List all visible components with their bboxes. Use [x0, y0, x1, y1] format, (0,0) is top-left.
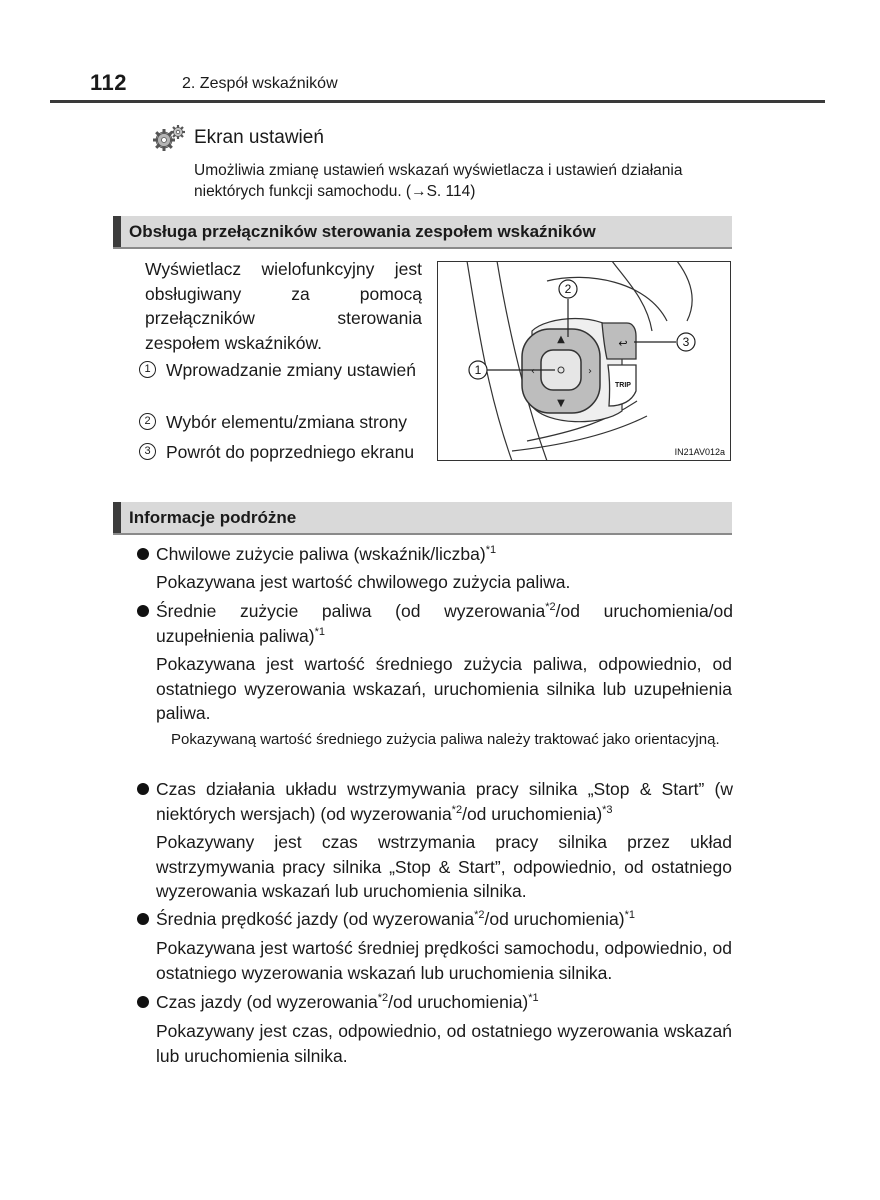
gears-icon — [153, 124, 187, 152]
trip-label: TRIP — [615, 382, 631, 389]
list-item — [137, 542, 733, 568]
item-title-cont: /od uruchomienia) — [462, 803, 603, 824]
callout-label: Wybór elementu/zmiana strony — [166, 412, 408, 432]
diagram-callout-3: 3 — [682, 335, 690, 349]
item-description: Pokazywana jest wartość średniej prędkości samochodu, odpowiednio, od ostatniego wyzerowania wskazań lub uruchomienia silnika. — [156, 938, 732, 983]
item-title: Czas jazdy (od wyzerowania — [156, 992, 378, 1012]
item-title-cont: /od uruchomienia) — [484, 909, 625, 929]
callout-number: 2 — [139, 413, 156, 430]
item-title-cont: /od uruchomienia) — [388, 992, 529, 1012]
section-intro: Wyświetlacz wielofunkcyjny jest obsługiwany za pomocą przełączników sterowania zespołem wskaźników. — [145, 259, 422, 353]
item-title-cont: /od uruchomienia/od uzupełnienia paliwa) — [156, 601, 733, 646]
footnote-ref: *2 — [474, 909, 485, 922]
item-description: Pokazywana jest wartość chwilowego zużycia paliwa. — [156, 572, 571, 592]
settings-description: Umożliwia zmianę ustawień wskazań wyświetlacza i ustawień działania niektórych funkcji samochodu. (→S. 114) — [194, 162, 683, 200]
callout-number: 1 — [139, 361, 156, 378]
diagram-code: IN21AV012a — [674, 447, 725, 457]
item-note: Pokazywaną wartość średniego zużycia paliwa należy traktować jako orientacyjną. — [171, 731, 720, 748]
item-title: Średnia prędkość jazdy (od wyzerowania — [156, 909, 475, 929]
footnote-ref: *2 — [545, 601, 556, 614]
footnote-ref: *3 — [602, 803, 613, 816]
bullet-icon — [137, 913, 149, 925]
item-title: Chwilowe zużycie paliwa (wskaźnik/liczba) — [156, 544, 486, 564]
section-heading-text: Informacje podróżne — [129, 508, 297, 527]
callout-label: Wprowadzanie zmiany ustawień — [166, 360, 416, 380]
item-title: Czas działania układu wstrzymywania pracy silnika „Stop & Start” (w niektórych wersjach) (od wyzerowania — [156, 779, 733, 824]
diagram-callout-2: 2 — [564, 282, 572, 296]
svg-text:▲: ▲ — [557, 334, 565, 345]
bullet-icon — [137, 783, 149, 795]
callout-item — [139, 410, 424, 436]
list-item — [137, 990, 733, 1016]
svg-text:▼: ▼ — [557, 398, 565, 409]
item-description: Pokazywana jest wartość średniego zużycia paliwa, odpowiednio, od ostatniego wyzerowania wskazań, uruchomienia silnika lub uzupełnienia paliwa. — [156, 654, 732, 723]
settings-title: Ekran ustawień — [194, 127, 324, 148]
footnote-ref: *1 — [528, 992, 539, 1005]
chapter-title: 2. Zespół wskaźników — [182, 75, 338, 92]
callout-item — [139, 358, 424, 408]
footnote-ref: *2 — [377, 992, 389, 1005]
bullet-icon — [137, 548, 149, 560]
diagram-callout-1: 1 — [474, 363, 482, 377]
item-description: Pokazywany jest czas wstrzymania pracy silnika przez układ wstrzymywania pracy silnika „Stop & Start”, odpowiednio, od ostatniego wyzerowania wskazań lub uruchomienia silnika. — [156, 832, 732, 901]
svg-text:›: › — [588, 366, 592, 377]
list-item — [137, 777, 733, 827]
list-item — [137, 599, 733, 649]
svg-text:‹: ‹ — [531, 366, 535, 377]
svg-text:↩: ↩ — [618, 337, 628, 350]
footnote-ref: *1 — [485, 544, 497, 557]
page-number: 112 — [90, 70, 127, 95]
steering-switch-diagram — [437, 261, 731, 461]
bullet-icon — [137, 996, 149, 1008]
item-title: Średnie zużycie paliwa (od wyzerowania — [156, 601, 546, 621]
header-rule — [50, 100, 825, 103]
footnote-ref: *2 — [451, 803, 463, 816]
footnote-ref: *1 — [314, 625, 325, 638]
bullet-icon — [137, 605, 149, 617]
item-description: Pokazywany jest czas, odpowiednio, od ostatniego wyzerowania wskazań lub uruchomienia silnika. — [156, 1021, 732, 1066]
section-heading-switches — [113, 216, 732, 247]
callout-number: 3 — [139, 443, 156, 460]
footnote-ref: *1 — [624, 909, 635, 922]
callout-label: Powrót do poprzedniego ekranu — [166, 442, 415, 462]
section-heading-text: Obsługa przełączników sterowania zespołem wskaźników — [129, 222, 596, 241]
callout-item — [139, 440, 424, 490]
section-heading-trip-info — [113, 502, 732, 533]
list-item — [137, 907, 733, 933]
